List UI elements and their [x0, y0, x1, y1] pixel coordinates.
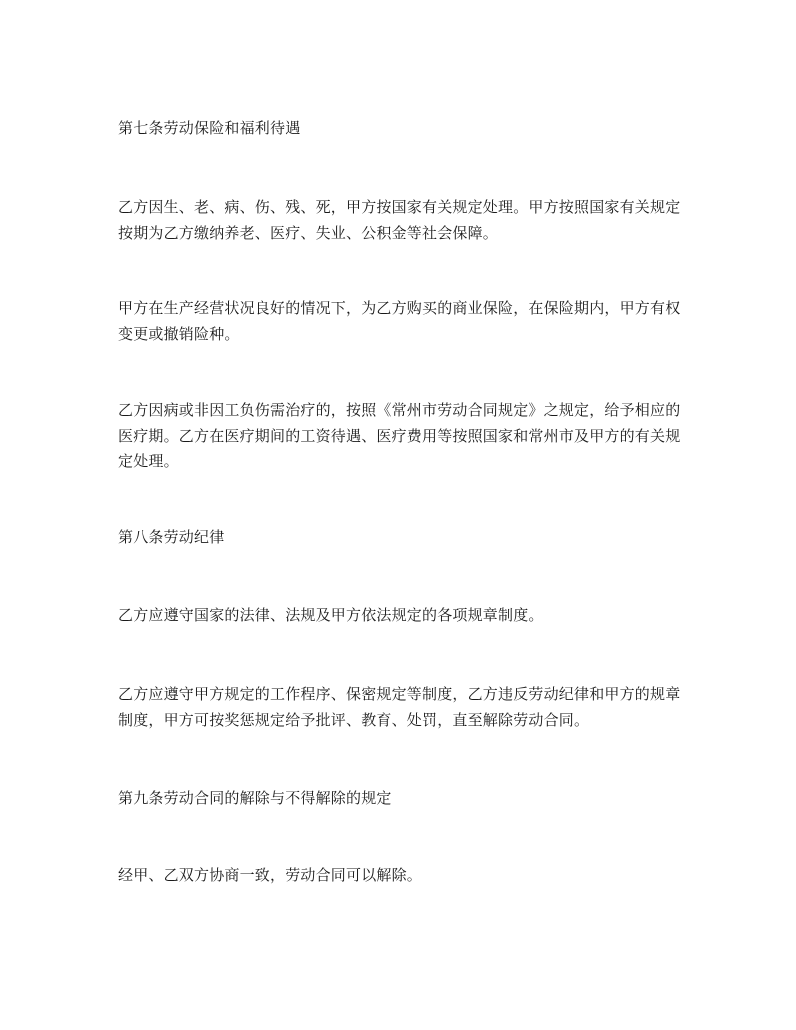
section-heading-7: 第七条劳动保险和福利待遇 [118, 119, 301, 137]
paragraph-medical-period: 乙方因病或非因工负伤需治疗的，按照《常州市劳动合同规定》之规定，给予相应的医疗期。乙方在医疗期间的工资待遇、医疗费用等按照国家和常州市及甲方的有关规定处理。 [118, 401, 681, 470]
paragraph-social-insurance: 乙方因生、老、病、伤、残、死，甲方按国家有关规定处理。甲方按照国家有关规定按期为乙方缴纳养老、医疗、失业、公积金等社会保障。 [118, 198, 681, 242]
paragraph-obey-rules: 乙方应遵守国家的法律、法规及甲方依法规定的各项规章制度。 [118, 606, 544, 624]
paragraph-commercial-insurance: 甲方在生产经营状况良好的情况下，为乙方购买的商业保险，在保险期内，甲方有权变更或撤销险种。 [118, 299, 681, 343]
section-heading-8: 第八条劳动纪律 [118, 528, 225, 546]
paragraph-discipline: 乙方应遵守甲方规定的工作程序、保密规定等制度，乙方违反劳动纪律和甲方的规章制度，甲方可按奖惩规定给予批评、教育、处罚，直至解除劳动合同。 [118, 685, 681, 729]
section-heading-9: 第九条劳动合同的解除与不得解除的规定 [118, 789, 392, 807]
paragraph-mutual-termination: 经甲、乙双方协商一致，劳动合同可以解除。 [118, 866, 423, 884]
